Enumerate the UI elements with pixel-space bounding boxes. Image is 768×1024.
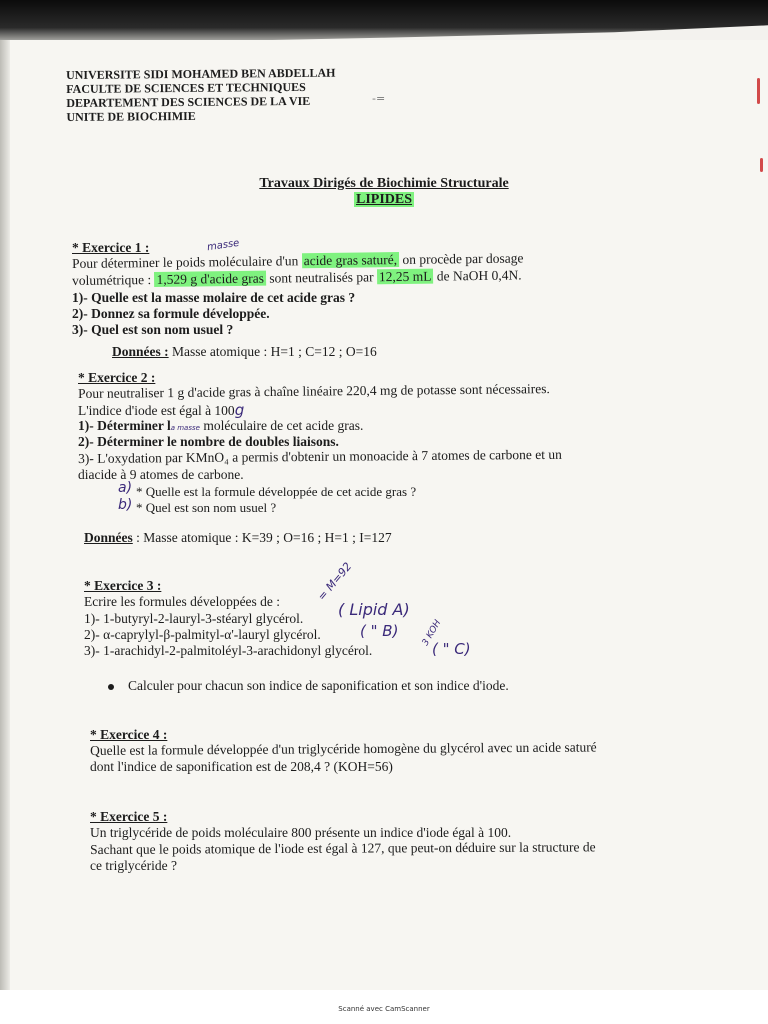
list-item: 2)- α-caprylyl-β-palmityl-α'-lauryl glycérol. <box>84 627 321 642</box>
question: 1)- Quelle est la masse molaire de cet acide gras ? <box>72 290 356 305</box>
institution-header <box>66 66 336 124</box>
handwritten-note: masse <box>206 237 241 254</box>
handwritten-note: b) <box>118 497 133 513</box>
exercise-2-heading: * Exercice 2 : <box>78 370 156 385</box>
handwritten-note: = M=92 <box>315 559 355 604</box>
data-line: Données : Masse atomique : H=1 ; C=12 ; O=16 <box>112 344 377 359</box>
red-pen-mark <box>757 78 760 104</box>
list-item: 3)- 1-arachidyl-2-palmitoléyl-3-arachidonyl glycérol. <box>84 643 373 658</box>
header-line: UNITE DE BIOCHIMIE <box>66 108 196 124</box>
page-title: Travaux Dirigés de Biochimie Structurale <box>259 176 509 191</box>
question: 3)- Quel est son nom usuel ? <box>72 322 234 337</box>
handwritten-note: ( Lipid A) <box>338 600 410 619</box>
exercise-3-text: Ecrire les formules développées de : <box>84 594 281 609</box>
exercise-1-text: volumétrique : 1,529 g d'acide gras sont neutralisés par 12,25 mL de NaOH 0,4N. <box>72 267 522 288</box>
header-line: DEPARTEMENT DES SCIENCES DE LA VIE <box>66 93 311 110</box>
handwritten-note: ( " B) <box>360 622 399 640</box>
exercise-5-text: Un triglycéride de poids moléculaire 800 présente un indice d'iode égal à 100. <box>90 825 512 840</box>
sub-question: * Quel est son nom usuel ? <box>136 500 277 515</box>
list-item: Calculer pour chacun son indice de saponification et son indice d'iode. <box>108 678 509 694</box>
exercise-3-heading: * Exercice 3 : <box>84 578 162 593</box>
exercise-1-heading: * Exercice 1 : <box>72 240 150 255</box>
handwritten-note: 3 KOH <box>420 618 444 648</box>
exercise-2-text: Pour neutraliser 1 g d'acide gras à chaîne linéaire 220,4 mg de potasse sont nécessaires. <box>78 381 550 401</box>
red-pen-mark <box>760 158 763 172</box>
page-subtitle <box>0 192 768 208</box>
highlight: acide gras saturé, <box>303 252 398 269</box>
handwritten-note: a) <box>118 480 133 496</box>
exercise-5-text: ce triglycéride ? <box>90 858 177 873</box>
question: 3)- L'oxydation par KMnO₄ a permis d'obtenir un monoacide à 7 atomes de carbone et un <box>78 446 562 466</box>
exercise-4-heading: * Exercice 4 : <box>90 727 168 742</box>
exercise-2-text: L'indice d'iode est égal à 100g <box>78 401 245 419</box>
list-item: 1)- 1-butyryl-2-lauryl-3-stéaryl glycérol. <box>84 611 304 626</box>
faint-stamp: -= <box>372 92 386 105</box>
data-line: Données : Masse atomique : K=39 ; O=16 ; H=1 ; I=127 <box>84 530 392 545</box>
exercise-5-heading: * Exercice 5 : <box>90 809 168 824</box>
highlight: 1,529 g d'acide gras <box>156 270 265 287</box>
exercise-5-text: Sachant que le poids atomique de l'iode est égal à 127, que peut-on déduire sur la structure de <box>90 839 596 857</box>
sub-question: * Quelle est la formule développée de cet acide gras ? <box>136 484 417 499</box>
bullet-icon <box>108 684 114 690</box>
highlight: 12,25 mL <box>378 268 432 285</box>
question: 2)- Donnez sa formule développée. <box>72 306 270 321</box>
header-line: FACULTE DE SCIENCES ET TECHNIQUES <box>66 79 306 96</box>
question: 1)- Déterminer la masse moléculaire de cet acide gras. <box>78 418 364 433</box>
header-line: UNIVERSITE SIDI MOHAMED BEN ABDELLAH <box>66 65 336 82</box>
scanner-watermark: Scanné avec CamScanner <box>338 1005 430 1013</box>
subtitle-highlight: LIPIDES <box>355 192 413 207</box>
handwritten-note: ( " C) <box>432 640 471 658</box>
question: diacide à 9 atomes de carbone. <box>78 467 244 482</box>
exercise-4-text: Quelle est la formule développée d'un triglycéride homogène du glycérol avec un acide saturé <box>90 739 597 758</box>
exercise-1-text: Pour déterminer le poids moléculaire d'un acide gras saturé, on procède par dosage <box>72 250 524 271</box>
question: 2)- Déterminer le nombre de doubles liaisons. <box>78 434 339 449</box>
exercise-4-text: dont l'indice de saponification est de 208,4 ? (KOH=56) <box>90 759 393 774</box>
